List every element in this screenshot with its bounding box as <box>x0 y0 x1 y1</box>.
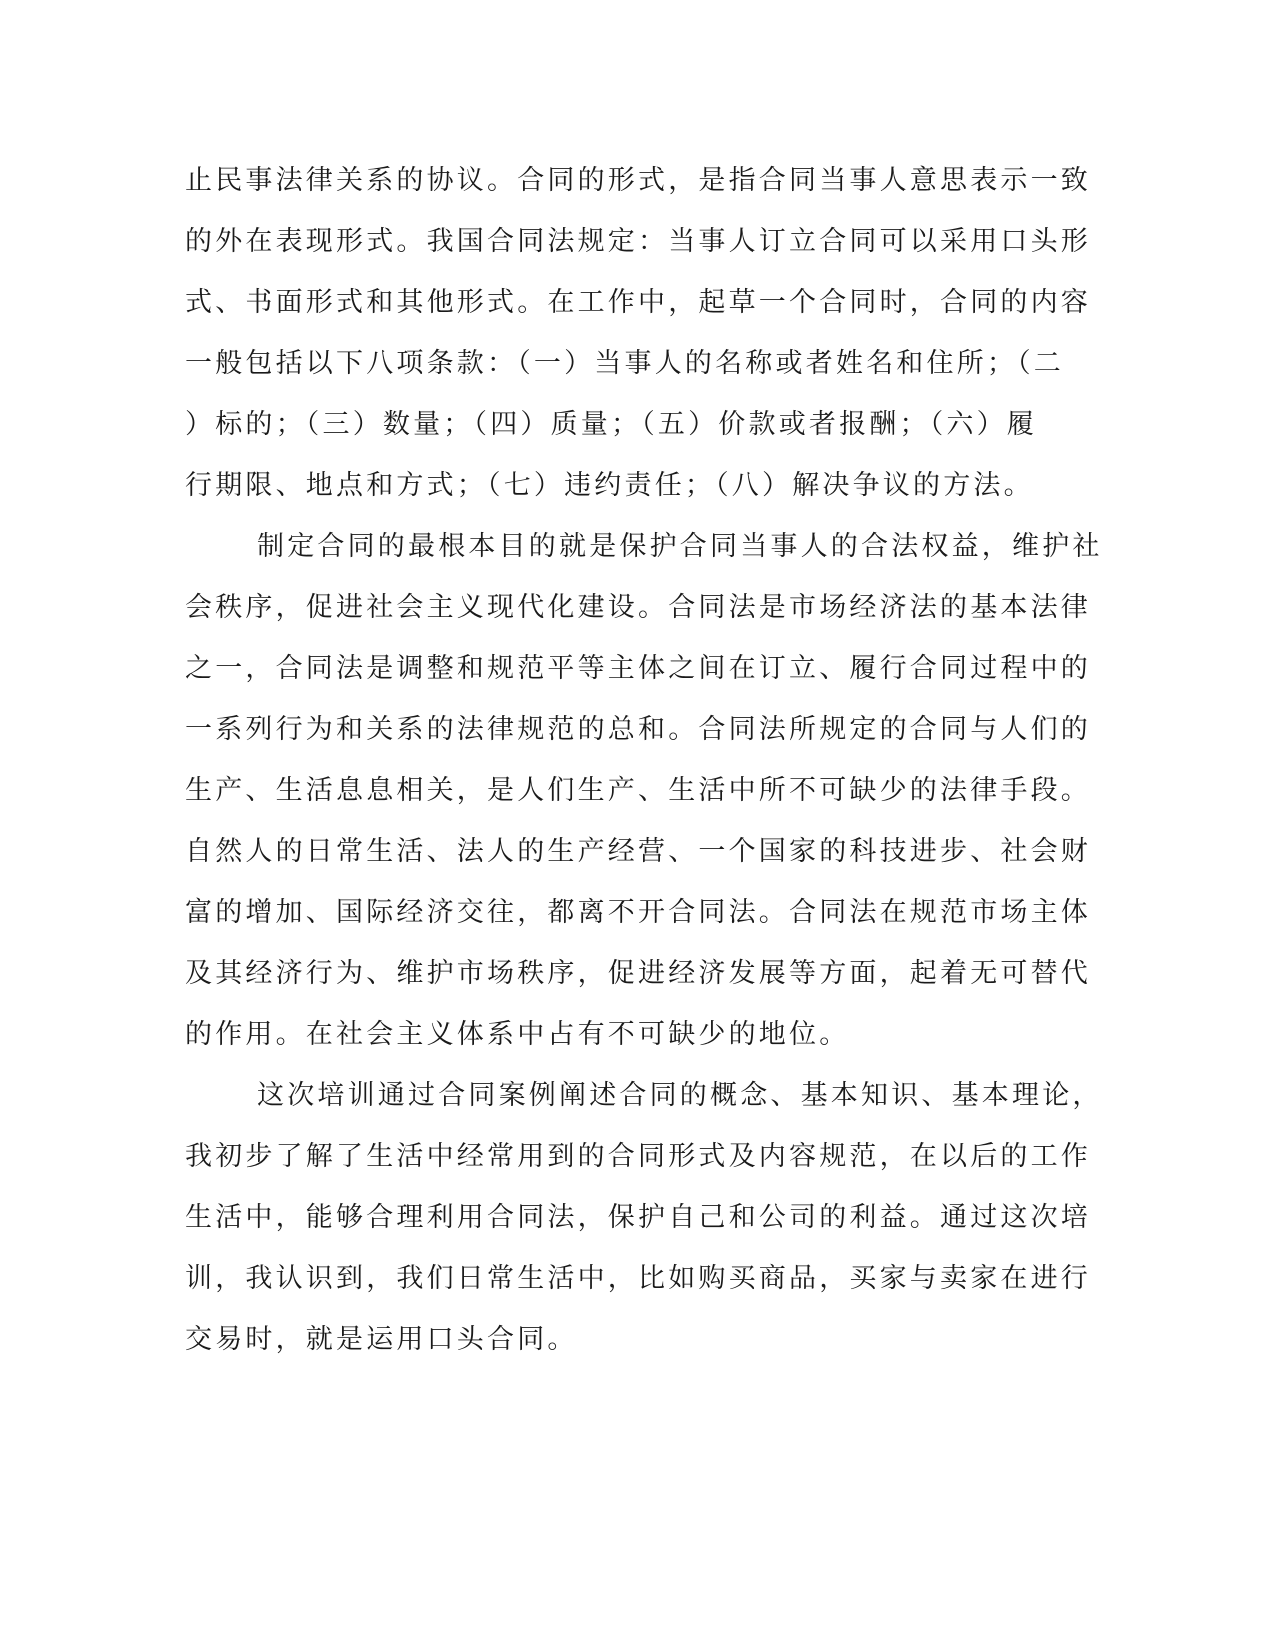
text-line: 一系列行为和关系的法律规范的总和。合同法所规定的合同与人们的 <box>185 714 1091 745</box>
text-line: 自然人的日常生活、法人的生产经营、一个国家的科技进步、社会财 <box>185 836 1091 867</box>
text-line: 这次培训通过合同案例阐述合同的概念、基本知识、基本理论， <box>257 1080 1103 1111</box>
text-line: 行期限、地点和方式；（七）违约责任；（八）解决争议的方法。 <box>185 470 1034 501</box>
text-line: 制定合同的最根本目的就是保护合同当事人的合法权益，维护社 <box>257 531 1103 562</box>
paragraph-training-reflection <box>185 1073 1103 1378</box>
text-line: 及其经济行为、维护市场秩序，促进经济发展等方面，起着无可替代 <box>185 958 1091 989</box>
text-line: 富的增加、国际经济交往，都离不开合同法。合同法在规范市场主体 <box>185 897 1091 928</box>
text-line: 一般包括以下八项条款：（一）当事人的名称或者姓名和住所；（二 <box>185 348 1064 379</box>
text-line: 会秩序，促进社会主义现代化建设。合同法是市场经济法的基本法律 <box>185 592 1091 623</box>
paragraph-contract-purpose <box>185 524 1103 1073</box>
text-line: 止民事法律关系的协议。合同的形式，是指合同当事人意思表示一致 <box>185 165 1091 196</box>
text-line: ）标的；（三）数量；（四）质量；（五）价款或者报酬；（六）履 <box>185 409 1037 440</box>
text-line: 生活中，能够合理利用合同法，保护自己和公司的利益。通过这次培 <box>185 1202 1091 1233</box>
text-line: 训，我认识到，我们日常生活中，比如购买商品，买家与卖家在进行 <box>185 1263 1091 1294</box>
paragraph-contract-definition <box>185 158 1091 524</box>
text-line: 之一，合同法是调整和规范平等主体之间在订立、履行合同过程中的 <box>185 653 1091 684</box>
text-line: 交易时，就是运用口头合同。 <box>185 1324 578 1355</box>
text-line: 的作用。在社会主义体系中占有不可缺少的地位。 <box>185 1019 850 1050</box>
document-body <box>185 158 1103 1378</box>
text-line: 生产、生活息息相关，是人们生产、生活中所不可缺少的法律手段。 <box>185 775 1091 806</box>
text-line: 的外在表现形式。我国合同法规定：当事人订立合同可以采用口头形 <box>185 226 1091 257</box>
text-line: 我初步了解了生活中经常用到的合同形式及内容规范，在以后的工作 <box>185 1141 1091 1172</box>
text-line: 式、书面形式和其他形式。在工作中，起草一个合同时，合同的内容 <box>185 287 1091 318</box>
